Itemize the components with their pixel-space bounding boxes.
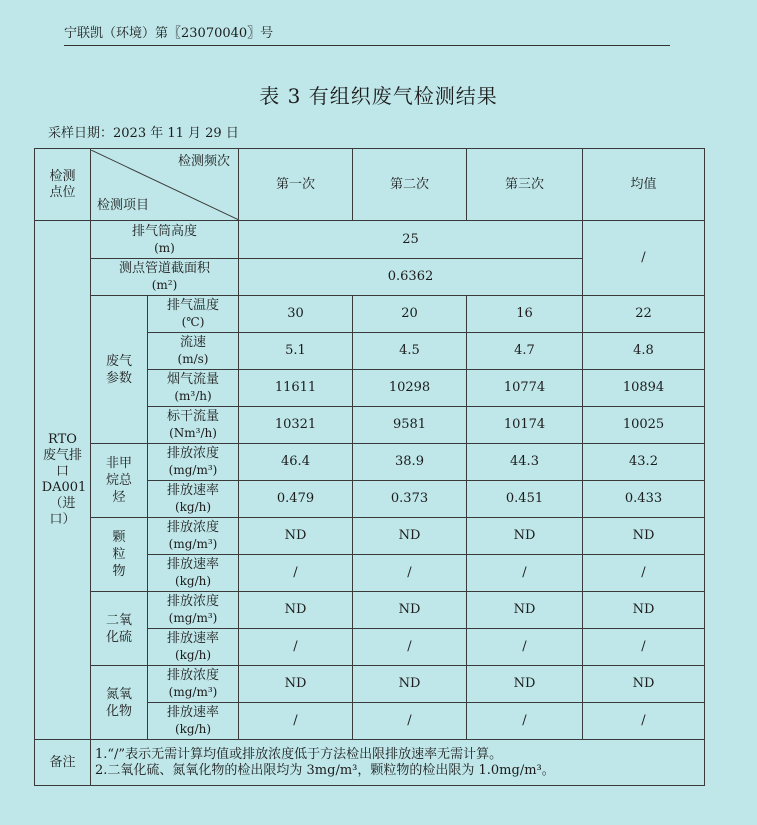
value-cell: /: [583, 629, 705, 666]
param-unit: (mg/m³): [168, 685, 218, 699]
stack-height-unit: (m): [154, 240, 175, 255]
value-cell: ND: [239, 518, 353, 555]
value-cell: ND: [353, 518, 467, 555]
value-cell: ND: [353, 592, 467, 629]
group-name: 氮氧化物: [105, 686, 132, 719]
param-unit: (m/s): [177, 352, 209, 366]
table-row: [35, 444, 705, 481]
remark-row: [35, 740, 705, 786]
document-number: 宁联凯（环境）第〖23070040〗号: [64, 22, 670, 46]
table-row: [35, 296, 705, 333]
param-unit: (kg/h): [174, 500, 212, 514]
value-cell: 10174: [467, 407, 583, 444]
table-title: 表 3 有组织废气检测结果: [259, 84, 498, 108]
param-label-cell: [148, 444, 239, 481]
value-cell: 5.1: [239, 333, 353, 370]
table-row: [35, 666, 705, 703]
param-unit: (kg/h): [174, 648, 212, 662]
table-row: [35, 221, 705, 259]
group-name: 非甲烷总烃: [105, 456, 132, 505]
value-cell: 38.9: [353, 444, 467, 481]
value-cell: 10321: [239, 407, 353, 444]
duct-area-label: 测点管道截面积: [118, 261, 210, 276]
param-unit: (mg/m³): [168, 611, 218, 625]
value-cell: 0.479: [239, 481, 353, 518]
param-label: 流速: [179, 335, 206, 350]
value-cell: /: [583, 703, 705, 740]
value-cell: 16: [467, 296, 583, 333]
table-row: [35, 592, 705, 629]
value-cell: /: [353, 555, 467, 592]
value-cell: 0.451: [467, 481, 583, 518]
value-cell: /: [239, 555, 353, 592]
remark-line: 1.“/”表示无需计算均值或排放浓度低于方法检出限排放速率无需计算。: [95, 746, 503, 762]
value-cell: 4.8: [583, 333, 705, 370]
stack-height-value: 25: [239, 221, 583, 259]
value-cell: ND: [239, 666, 353, 703]
param-unit: (℃): [181, 315, 205, 329]
value-cell: 10298: [353, 370, 467, 407]
value-cell: ND: [353, 666, 467, 703]
param-label: 排放速率: [166, 557, 219, 572]
param-label: 排放速率: [166, 483, 219, 498]
value-cell: 10774: [467, 370, 583, 407]
col-header-3: 第三次: [467, 149, 583, 221]
fixed-avg-cell: /: [583, 221, 705, 296]
param-label: 排放速率: [166, 705, 219, 720]
value-cell: 0.433: [583, 481, 705, 518]
group-name-cell: [91, 592, 148, 666]
value-cell: /: [239, 703, 353, 740]
param-label: 烟气流量: [166, 372, 219, 387]
col-header-1: 第一次: [239, 149, 353, 221]
value-cell: 30: [239, 296, 353, 333]
param-label: 排放浓度: [166, 668, 219, 683]
value-cell: ND: [583, 666, 705, 703]
sampling-date: 采样日期：2023 年 11 月 29 日: [48, 126, 239, 141]
param-unit: (m³/h): [174, 389, 212, 403]
param-label-cell: [148, 370, 239, 407]
param-label-cell: [148, 629, 239, 666]
corner-point-cell: [35, 149, 91, 221]
remark-line: 2.二氧化硫、氮氧化物的检出限均为 3mg/m³，颗粒物的检出限为 1.0mg/m³。: [95, 762, 555, 778]
param-label: 排气温度: [166, 298, 219, 313]
value-cell: 0.373: [353, 481, 467, 518]
param-unit: (mg/m³): [168, 537, 218, 551]
duct-area-unit: (m²): [151, 278, 178, 292]
param-unit: (Nm³/h): [169, 426, 217, 440]
param-label: 排放浓度: [166, 594, 219, 609]
value-cell: /: [467, 703, 583, 740]
group-name-cell: [91, 518, 148, 592]
param-label-cell: [148, 481, 239, 518]
duct-area-value: 0.6362: [239, 259, 583, 296]
value-cell: 44.3: [467, 444, 583, 481]
remark-label: 备注: [35, 740, 91, 786]
value-cell: 10894: [583, 370, 705, 407]
value-cell: 22: [583, 296, 705, 333]
value-cell: ND: [467, 518, 583, 555]
col-header-avg: 均值: [583, 149, 705, 221]
value-cell: 4.5: [353, 333, 467, 370]
value-cell: 46.4: [239, 444, 353, 481]
stack-height-label-cell: [91, 221, 239, 259]
sampling-point-cell: [35, 221, 91, 740]
value-cell: 10025: [583, 407, 705, 444]
corner-point-label: 检测点位: [49, 168, 76, 200]
sampling-point-label: RTO废气排口DA001（进口）: [41, 432, 87, 527]
param-label-cell: [148, 592, 239, 629]
value-cell: /: [583, 555, 705, 592]
param-unit: (kg/h): [174, 574, 212, 588]
value-cell: ND: [467, 666, 583, 703]
value-cell: /: [239, 629, 353, 666]
param-label-cell: [148, 518, 239, 555]
param-unit: (mg/m³): [168, 463, 218, 477]
value-cell: 9581: [353, 407, 467, 444]
param-label-cell: [148, 703, 239, 740]
corner-frequency-label: 检测频次: [177, 153, 230, 169]
param-label: 排放速率: [166, 631, 219, 646]
group-name-cell: [91, 444, 148, 518]
group-name: 颗粒物: [112, 530, 126, 579]
stack-height-label: 排气筒高度: [131, 223, 197, 239]
param-unit: (kg/h): [174, 722, 212, 736]
group-name: 二氧化硫: [105, 612, 132, 645]
param-label-cell: [148, 333, 239, 370]
diagonal-header-cell: [91, 149, 239, 221]
remark-content: [91, 740, 705, 786]
value-cell: ND: [583, 518, 705, 555]
param-label-cell: [148, 407, 239, 444]
value-cell: 43.2: [583, 444, 705, 481]
value-cell: /: [467, 629, 583, 666]
value-cell: /: [353, 703, 467, 740]
value-cell: ND: [239, 592, 353, 629]
value-cell: 11611: [239, 370, 353, 407]
value-cell: /: [467, 555, 583, 592]
value-cell: 4.7: [467, 333, 583, 370]
group-name-cell: [91, 296, 148, 444]
group-name-cell: [91, 666, 148, 740]
value-cell: ND: [467, 592, 583, 629]
table-row: [35, 518, 705, 555]
exhaust-gas-results-table: [34, 148, 705, 786]
param-label: 排放浓度: [166, 520, 219, 535]
group-name: 废气参数: [105, 353, 132, 386]
param-label: 标干流量: [166, 409, 219, 424]
param-label-cell: [148, 296, 239, 333]
param-label-cell: [148, 555, 239, 592]
value-cell: /: [353, 629, 467, 666]
value-cell: ND: [583, 592, 705, 629]
col-header-2: 第二次: [353, 149, 467, 221]
param-label: 排放浓度: [166, 446, 219, 461]
corner-item-label: 检测项目: [97, 197, 150, 213]
value-cell: 20: [353, 296, 467, 333]
duct-area-label-cell: [91, 259, 239, 296]
param-label-cell: [148, 666, 239, 703]
